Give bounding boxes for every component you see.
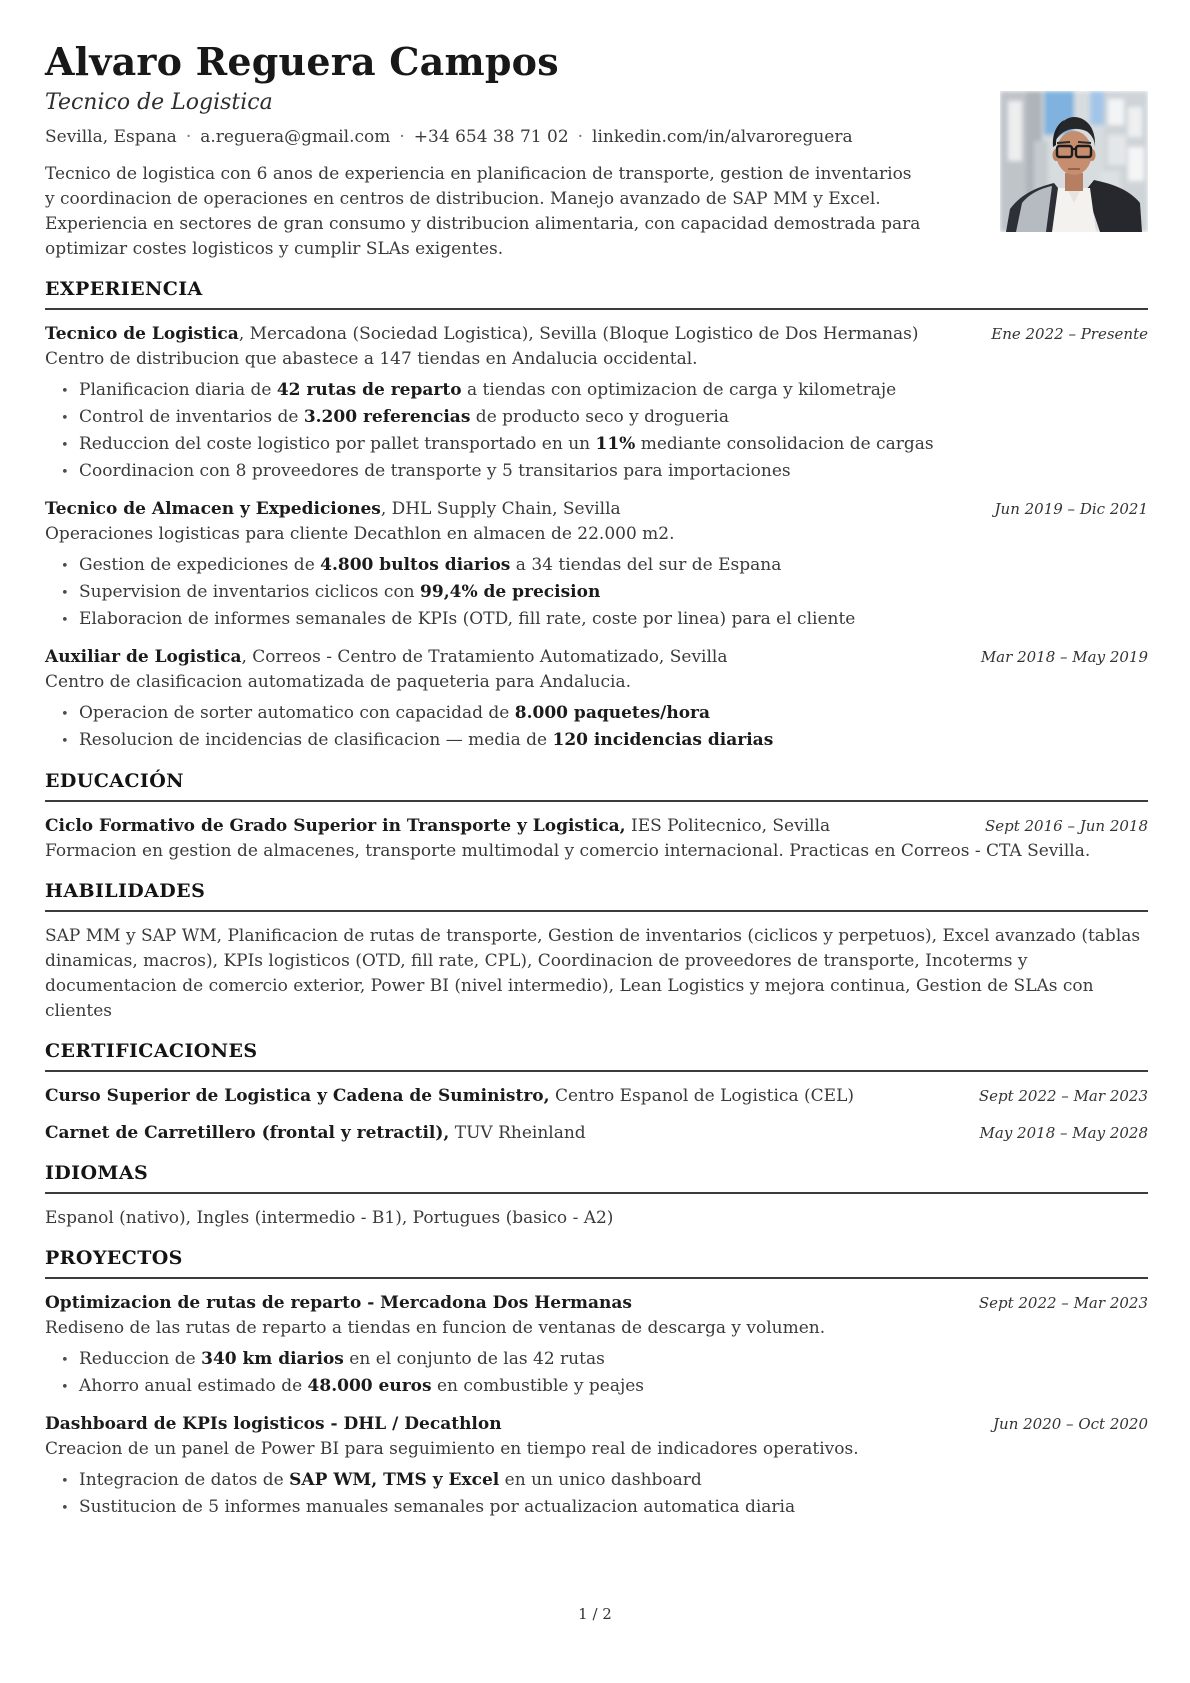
entry	[45, 1412, 1148, 1521]
bullet-text-segment: a 34 tiendas del sur de Espana	[510, 555, 782, 575]
entry-title	[45, 1084, 854, 1109]
bullet-item	[45, 728, 1148, 754]
entry-date: Mar 2018 – May 2019	[980, 648, 1148, 666]
entry-title-role: Dashboard de KPIs logisticos - DHL / Decathlon	[45, 1414, 502, 1434]
bullet-list	[45, 1468, 1148, 1521]
bullet-text-segment: en el conjunto de las 42 rutas	[343, 1349, 605, 1369]
bullet-text-segment: Operacion de sorter automatico con capacidad de	[79, 703, 515, 723]
bullet-item	[45, 405, 1148, 431]
entry-description: Creacion de un panel de Power BI para seguimiento en tiempo real de indicadores operativos.	[45, 1439, 859, 1459]
bullet-text	[79, 728, 773, 754]
bullet-text-bold: 99,4% de precision	[420, 582, 601, 602]
entry-header	[45, 1412, 1148, 1437]
entry-title-org: Centro Espanol de Logistica (CEL)	[549, 1086, 854, 1106]
bullet-text	[79, 378, 896, 404]
bullet-text-segment: Planificacion diaria de	[79, 380, 277, 400]
bullet-text-segment: Sustitucion de 5 informes manuales semanales por actualizacion automatica diaria	[79, 1497, 796, 1517]
bullet-text-segment: a tiendas con optimizacion de carga y kilometraje	[461, 380, 897, 400]
bullet-item	[45, 553, 1148, 579]
entry-description: Operaciones logisticas para cliente Decathlon en almacen de 22.000 m2.	[45, 524, 675, 544]
entry-description: Centro de clasificacion automatizada de paqueteria para Andalucia.	[45, 672, 632, 692]
bullet-icon: •	[61, 465, 69, 480]
section-divider	[45, 1192, 1148, 1194]
bullet-text	[79, 405, 729, 431]
bullet-text-segment: en un unico dashboard	[499, 1470, 702, 1490]
bullet-icon: •	[61, 734, 69, 749]
bullet-item	[45, 459, 1148, 485]
bullet-text-segment: Integracion de datos de	[79, 1470, 290, 1490]
entry-title	[45, 1412, 502, 1437]
person-role: Tecnico de Logistica	[45, 90, 273, 115]
entry-title-role: Curso Superior de Logistica y Cadena de Suministro,	[45, 1086, 550, 1106]
profile-photo-image	[1000, 91, 1148, 232]
section-divider	[45, 800, 1148, 802]
bullet-text-bold: 11%	[595, 434, 636, 454]
section-certificaciones	[45, 1040, 1148, 1146]
bullet-text-segment: Gestion de expediciones de	[79, 555, 321, 575]
entry	[45, 645, 1148, 754]
bullet-list	[45, 553, 1148, 633]
bullet-text-segment: Resolucion de incidencias de clasificacion — media de	[79, 730, 553, 750]
section-educacion	[45, 770, 1148, 864]
entry-date: May 2018 – May 2028	[979, 1124, 1148, 1142]
bullet-text-segment: Coordinacion con 8 proveedores de transporte y 5 transitarios para importaciones	[79, 461, 791, 481]
entry-title-org: IES Politecnico, Sevilla	[625, 816, 831, 836]
section-heading-experiencia: EXPERIENCIA	[45, 278, 203, 300]
entry-title	[45, 497, 621, 522]
person-name: Alvaro Reguera Campos	[45, 39, 559, 84]
bullet-text-bold: 8.000 paquetes/hora	[514, 703, 711, 723]
contact-item-location: Sevilla, Espana	[45, 127, 177, 147]
section-heading-educacion: EDUCACIÓN	[45, 770, 184, 792]
bullet-text	[79, 607, 855, 633]
section-heading-certificaciones: CERTIFICACIONES	[45, 1040, 258, 1062]
bullet-list	[45, 701, 1148, 754]
bullet-icon: •	[61, 707, 69, 722]
contact-separator: ·	[185, 127, 192, 147]
bullet-item	[45, 1468, 1148, 1494]
section-divider	[45, 1277, 1148, 1279]
section-experiencia	[45, 278, 1148, 754]
profile-photo	[1000, 91, 1148, 232]
bullet-text	[79, 1468, 702, 1494]
bullet-list	[45, 1347, 1148, 1400]
entry-title-role: Auxiliar de Logistica	[45, 647, 242, 667]
bullet-icon: •	[61, 411, 69, 426]
entry-title	[45, 645, 728, 670]
entry-title-role: Carnet de Carretillero (frontal y retractil),	[45, 1123, 450, 1143]
entry-date: Sept 2022 – Mar 2023	[978, 1087, 1148, 1105]
section-divider	[45, 1070, 1148, 1072]
bullet-icon: •	[61, 586, 69, 601]
entry	[45, 1121, 1148, 1146]
section-heading-habilidades: HABILIDADES	[45, 880, 206, 902]
bullet-text-bold: 48.000 euros	[307, 1376, 432, 1396]
contact-item-email[interactable]: a.reguera@gmail.com	[200, 127, 391, 147]
entry-title-org: , Mercadona (Sociedad Logistica), Sevilla (Bloque Logistico de Dos Hermanas)	[238, 324, 919, 344]
entry	[45, 1291, 1148, 1400]
entry	[45, 322, 1148, 485]
bullet-icon: •	[61, 1353, 69, 1368]
bullet-text	[79, 553, 781, 579]
bullet-item	[45, 1495, 1148, 1521]
bullet-list	[45, 378, 1148, 485]
bullet-icon: •	[61, 438, 69, 453]
section-divider	[45, 910, 1148, 912]
entry-date: Jun 2019 – Dic 2021	[994, 500, 1148, 518]
entry	[45, 497, 1148, 633]
bullet-item	[45, 432, 1148, 458]
entry-description: Rediseno de las rutas de reparto a tiendas en funcion de ventanas de descarga y volumen.	[45, 1318, 826, 1338]
bullet-text-segment: Control de inventarios de	[79, 407, 304, 427]
entry-title	[45, 1291, 632, 1316]
entry-title-role: Tecnico de Almacen y Expediciones	[45, 499, 381, 519]
bullet-icon: •	[61, 613, 69, 628]
entry-title-role: Tecnico de Logistica	[45, 324, 239, 344]
bullet-text	[79, 1347, 605, 1373]
bullet-text	[79, 432, 934, 458]
bullet-text-segment: Supervision de inventarios ciclicos con	[79, 582, 421, 602]
bullet-text-bold: SAP WM, TMS y Excel	[289, 1470, 500, 1490]
entry-title	[45, 1121, 586, 1146]
entry-header	[45, 1084, 1148, 1109]
contact-separator: ·	[577, 127, 584, 147]
section-text-habilidades: SAP MM y SAP WM, Planificacion de rutas de transporte, Gestion de inventarios (ciclicos y perpetuos), Excel avanzado (tablas dinamicas, macros), KPIs logisticos (OTD, fill rate, CPL), Coordinacion de proveedores de transporte, Incoterms y documentacion de comercio exterior, Power BI (nivel intermedio), Lean Logistics y mejora continua, Gestion de SLAs con clientes	[45, 926, 1141, 1021]
bullet-icon: •	[61, 1501, 69, 1516]
bullet-text-bold: 4.800 bultos diarios	[320, 555, 511, 575]
bullet-text-bold: 3.200 referencias	[303, 407, 471, 427]
section-text-idiomas: Espanol (nativo), Ingles (intermedio - B1), Portugues (basico - A2)	[45, 1208, 614, 1228]
section-divider	[45, 308, 1148, 310]
entry-header	[45, 645, 1148, 670]
entry-header	[45, 1121, 1148, 1146]
entry-title	[45, 814, 830, 839]
entry-title	[45, 322, 919, 347]
section-proyectos	[45, 1247, 1148, 1521]
entry	[45, 814, 1148, 864]
bullet-text-bold: 42 rutas de reparto	[276, 380, 462, 400]
bullet-text-bold: 340 km diarios	[201, 1349, 344, 1369]
section-heading-idiomas: IDIOMAS	[45, 1162, 149, 1184]
bullet-item	[45, 607, 1148, 633]
sections-container	[45, 278, 1148, 1521]
entry-title-role: Ciclo Formativo de Grado Superior in Transporte y Logistica,	[45, 816, 626, 836]
bullet-icon: •	[61, 1474, 69, 1489]
bullet-text-segment: en combustible y peajes	[431, 1376, 645, 1396]
entry-description: Centro de distribucion que abastece a 147 tiendas en Andalucia occidental.	[45, 349, 698, 369]
summary-paragraph: Tecnico de logistica con 6 anos de experiencia en planificacion de transporte, gestion de inventarios y coordinacion de operaciones en centros de distribucion. Manejo avanzado de SAP MM y Excel. Experiencia en sectores de gran consumo y distribucion alimentaria, con capacidad demostrada para optimizar costes logisticos y cumplir SLAs exigentes.	[45, 164, 921, 259]
entry-title-org: , Correos - Centro de Tratamiento Automatizado, Sevilla	[241, 647, 728, 667]
page-number: 1 / 2	[578, 1605, 612, 1623]
bullet-item	[45, 580, 1148, 606]
bullet-icon: •	[61, 1380, 69, 1395]
bullet-text	[79, 1374, 644, 1400]
bullet-icon: •	[61, 384, 69, 399]
entry-date: Jun 2020 – Oct 2020	[993, 1415, 1148, 1433]
bullet-text	[79, 701, 710, 727]
contact-line	[45, 124, 1148, 150]
bullet-text	[79, 580, 600, 606]
entry-header	[45, 1291, 1148, 1316]
bullet-text-segment: Reduccion de	[79, 1349, 202, 1369]
entry-header	[45, 322, 1148, 347]
bullet-icon: •	[61, 559, 69, 574]
entry-header	[45, 497, 1148, 522]
bullet-text	[79, 459, 791, 485]
bullet-text-segment: mediante consolidacion de cargas	[635, 434, 934, 454]
bullet-item	[45, 378, 1148, 404]
bullet-item	[45, 701, 1148, 727]
entry-title-role: Optimizacion de rutas de reparto - Mercadona Dos Hermanas	[45, 1293, 633, 1313]
section-habilidades	[45, 880, 1148, 1024]
contact-item-linkedin[interactable]: linkedin.com/in/alvaroreguera	[592, 127, 853, 147]
entry-date: Sept 2022 – Mar 2023	[978, 1294, 1148, 1312]
section-heading-proyectos: PROYECTOS	[45, 1247, 183, 1269]
bullet-text-segment: Elaboracion de informes semanales de KPIs (OTD, fill rate, coste por linea) para el cliente	[79, 609, 856, 629]
entry	[45, 1084, 1148, 1109]
bullet-text	[79, 1495, 795, 1521]
entry-date: Sept 2016 – Jun 2018	[984, 817, 1148, 835]
entry-date: Ene 2022 – Presente	[991, 325, 1148, 343]
bullet-text-segment: de producto seco y drogueria	[470, 407, 730, 427]
entry-description: Formacion en gestion de almacenes, transporte multimodal y comercio internacional. Practicas en Correos - CTA Sevilla.	[45, 841, 1091, 861]
entry-title-org: TUV Rheinland	[449, 1123, 586, 1143]
contact-separator: ·	[399, 127, 405, 147]
contact-item-phone: +34 654 38 71 02	[413, 127, 569, 147]
bullet-item	[45, 1374, 1148, 1400]
bullet-text-segment: Ahorro anual estimado de	[79, 1376, 308, 1396]
bullet-text-segment: Reduccion del coste logistico por pallet transportado en un	[79, 434, 596, 454]
entry-title-org: , DHL Supply Chain, Sevilla	[380, 499, 621, 519]
bullet-text-bold: 120 incidencias diarias	[552, 730, 774, 750]
bullet-item	[45, 1347, 1148, 1373]
section-idiomas	[45, 1162, 1148, 1231]
entry-header	[45, 814, 1148, 839]
